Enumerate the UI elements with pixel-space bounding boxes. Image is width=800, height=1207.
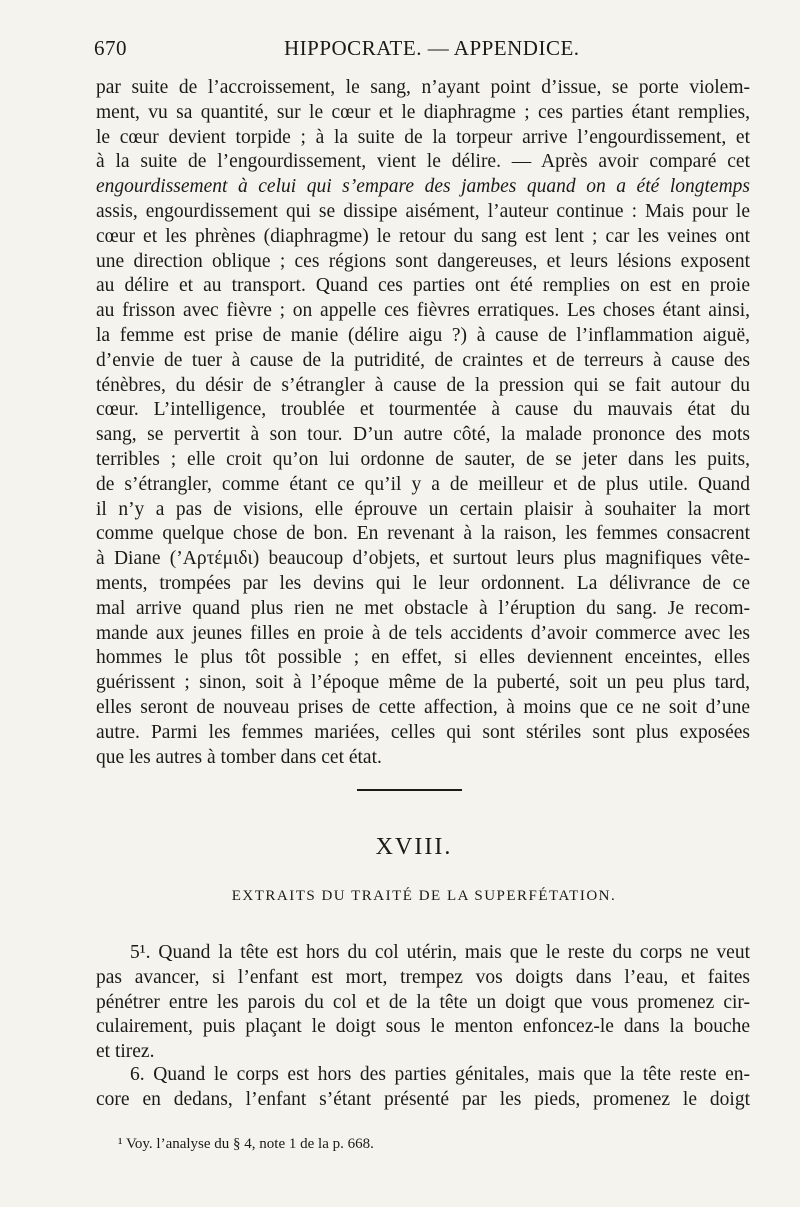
text-line: assis, engourdissement qui se dissipe aisément, l’auteur continue : Mais pour le	[96, 200, 750, 222]
text-line: guérissent ; sinon, soit à l’époque même de la puberté, soit un peu plus tard,	[96, 672, 750, 694]
text-line: à Diane (’Αρτέμιδι) beaucoup d’objets, et surtout leurs plus magnifiques vête-	[96, 548, 750, 570]
text-line: à la suite de l’engourdissement, vient le délire. — Après avoir comparé cet	[96, 151, 750, 173]
text-line: cœur et les phrènes (diaphragme) le retour du sang est lent ; car les veines ont	[96, 225, 750, 247]
text-line: d’envie de tuer à cause de la putridité, de craintes et de terreurs à cause des	[96, 349, 750, 371]
text-line: ténèbres, du désir de s’étrangler à cause de la pression qui se fait autour du	[96, 374, 750, 396]
paragraph-delirium	[96, 76, 750, 770]
paragraph-6	[96, 1063, 750, 1113]
text-line: la femme est prise de manie (délire aigu ?) à cause de l’inflammation aiguë,	[96, 324, 750, 346]
text-line: que les autres à tomber dans cet état.	[96, 746, 382, 768]
section-title: EXTRAITS DU TRAITÉ DE LA SUPERFÉTATION.	[231, 888, 617, 904]
text-line: comme quelque chose de bon. En revenant à la raison, les femmes consacrent	[96, 523, 750, 545]
text-line: cœur. L’intelligence, troublée et tourmentée à cause du mauvais état du	[96, 399, 750, 421]
text-line: 6. Quand le corps est hors des parties génitales, mais que la tête reste en-	[130, 1064, 750, 1085]
footnote: ¹ Voy. l’analyse du § 4, note 1 de la p. 668.	[118, 1136, 374, 1152]
text-line: une direction oblique ; ces régions sont dangereuses, et leurs lésions exposent	[96, 250, 750, 272]
text-line-italic: engourdissement à celui qui s’empare des jambes quand on a été longtemps	[96, 176, 750, 198]
text-line: il n’y a pas de visions, elle éprouve un certain plaisir à souhaiter la mort	[96, 498, 750, 520]
text-line: au délire et au transport. Quand ces parties ont été remplies on est en proie	[96, 275, 750, 297]
text-line: hommes le plus tôt possible ; en effet, si elles deviennent enceintes, elles	[96, 647, 750, 669]
section-number: XVIII.	[375, 834, 453, 860]
text-line: ment, vu sa quantité, sur le cœur et le diaphragme ; ces parties étant remplies,	[96, 101, 750, 123]
text-line: elles seront de nouveau prises de cette affection, à moins que ce ne soit d’une	[96, 696, 750, 718]
text-line: le cœur devient torpide ; à la suite de la torpeur arrive l’engourdissement, et	[96, 126, 750, 148]
text-line: pénétrer entre les parois du col et de la tête un doigt que vous promenez cir-	[96, 991, 750, 1013]
text-line: mande aux jeunes filles en proie à de tels accidents d’avoir commerce avec les	[96, 622, 750, 644]
text-line: ments, trompées par les devins qui le leur ordonnent. La délivrance de ce	[96, 572, 750, 594]
text-line: core en dedans, l’enfant s’étant présenté par les pieds, promenez le doigt	[96, 1088, 750, 1110]
text-line: terribles ; elle croit qu’on lui ordonne de sauter, de se jeter dans les puits,	[96, 448, 750, 470]
paragraph-5	[96, 941, 750, 1065]
text-line: de s’étrangler, comme étant ce qu’il y a de meilleur et de plus utile. Quand	[96, 473, 750, 495]
running-head: HIPPOCRATE. — APPENDICE.	[284, 36, 580, 60]
page-number: 670	[94, 36, 127, 60]
text-line: au frisson avec fièvre ; on appelle ces fièvres erratiques. Les choses étant ainsi,	[96, 300, 750, 322]
text-line: pas avancer, si l’enfant est mort, trempez vos doigts dans l’eau, et faites	[96, 966, 750, 988]
page-header	[94, 36, 760, 64]
text-line: autre. Parmi les femmes mariées, celles qui sont stériles sont plus exposées	[96, 721, 750, 743]
text-line: et tirez.	[96, 1041, 155, 1063]
text-line: 5¹. Quand la tête est hors du col utérin, mais que le reste du corps ne veut	[130, 942, 750, 963]
text-line: mal arrive quand plus rien ne met obstacle à l’éruption du sang. Je recom-	[96, 597, 750, 619]
text-line: culairement, puis plaçant le doigt sous le menton enfoncez-le dans la bouche	[96, 1016, 750, 1038]
section-divider	[357, 789, 462, 791]
text-line: sang, se pervertit à son tour. D’un autre côté, la malade prononce des mots	[96, 424, 750, 446]
text-line: par suite de l’accroissement, le sang, n’ayant point d’issue, se porte violem-	[96, 77, 750, 98]
